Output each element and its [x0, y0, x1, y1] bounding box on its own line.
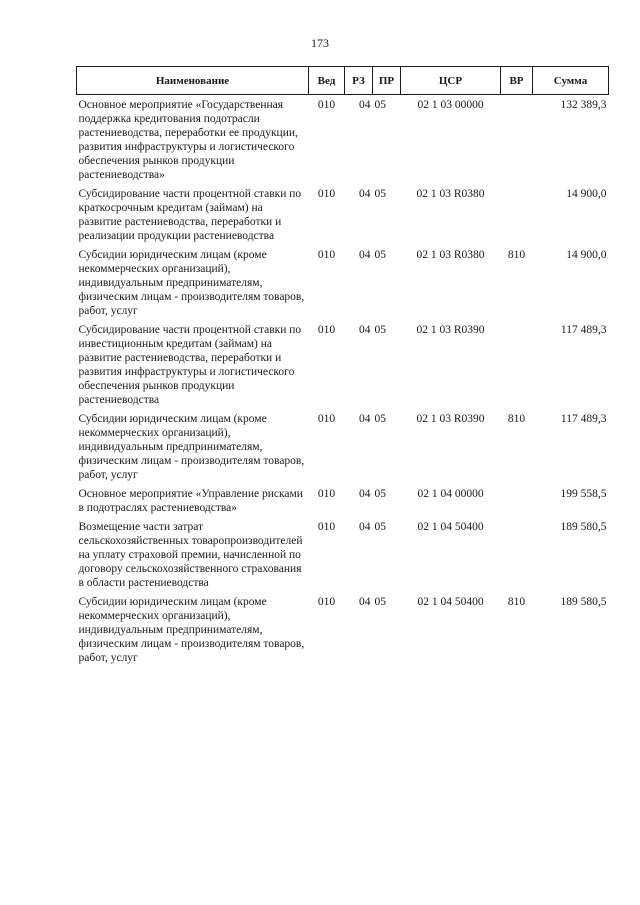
row-ved: 010: [317, 324, 336, 336]
row-rz: 04: [359, 521, 371, 533]
row-sum: 117 489,3: [560, 324, 607, 336]
row-csr: 02 1 03 R0380: [416, 188, 485, 200]
row-sum: 14 900,0: [566, 188, 607, 200]
row-pr: 05: [374, 596, 386, 608]
row-vr: 810: [507, 249, 526, 261]
row-csr: 02 1 03 R0390: [416, 324, 485, 336]
row-sum: 132 389,3: [560, 99, 607, 111]
row-name: Субсидии юридическим лицам (кроме некоммерческих организаций), индивидуальным предпринимателям, физическим лицам - производителям товаров, работ, услуг: [78, 249, 305, 317]
row-vr: 810: [507, 596, 526, 608]
row-ved: 010: [317, 596, 336, 608]
table-row: [77, 245, 609, 320]
table-row: [77, 184, 609, 245]
header-ved: Вед: [309, 67, 345, 95]
row-sum: 189 580,5: [560, 521, 607, 533]
row-vr: [501, 320, 533, 409]
row-name: Основное мероприятие «Государственная поддержка кредитования подотрасли растениеводства, переработки ее продукции, развития инфраструктуры и логистического обеспечения рынков продукции растениеводства»: [78, 99, 298, 181]
row-sum: 14 900,0: [566, 249, 607, 261]
row-csr: 02 1 04 50400: [417, 521, 484, 533]
table-row: [77, 517, 609, 592]
row-name: Основное мероприятие «Управление рисками в подотраслях растениеводства»: [78, 488, 303, 514]
table-row: [77, 409, 609, 484]
row-vr: [501, 484, 533, 517]
row-pr: 05: [374, 324, 386, 336]
row-pr: 05: [374, 488, 386, 500]
table-header: [77, 67, 609, 95]
row-pr: 05: [374, 521, 386, 533]
row-vr: [501, 184, 533, 245]
row-pr: 05: [374, 413, 386, 425]
row-vr: [501, 95, 533, 185]
row-pr: 05: [374, 99, 386, 111]
row-name: Возмещение части затрат сельскохозяйственных товаропроизводителей на уплату страховой премии, начисленной по договору сельскохозяйственного страхования в области растениеводства: [78, 521, 303, 589]
row-rz: 04: [359, 596, 371, 608]
header-rz: РЗ: [345, 67, 373, 95]
page-number: 173: [311, 36, 329, 50]
row-sum: 117 489,3: [560, 413, 607, 425]
row-csr: 02 1 04 00000: [417, 488, 484, 500]
table-row: [77, 320, 609, 409]
row-pr: 05: [374, 188, 386, 200]
header-name: Наименование: [77, 67, 309, 95]
row-csr: 02 1 04 50400: [417, 596, 484, 608]
row-name: Субсидирование части процентной ставки по краткосрочным кредитам (займам) на развитие растениеводства, переработки и реализации продукции растениеводства: [78, 188, 302, 242]
row-csr: 02 1 03 00000: [417, 99, 484, 111]
header-sum: Сумма: [533, 67, 609, 95]
row-vr: [501, 517, 533, 592]
row-rz: 04: [359, 99, 371, 111]
table-row: [77, 592, 609, 667]
header-vr: ВР: [501, 67, 533, 95]
row-ved: 010: [317, 188, 336, 200]
row-ved: 010: [317, 488, 336, 500]
row-sum: 199 558,5: [560, 488, 607, 500]
row-sum: 189 580,5: [560, 596, 607, 608]
row-ved: 010: [317, 413, 336, 425]
row-ved: 010: [317, 99, 336, 111]
row-rz: 04: [359, 413, 371, 425]
row-vr: 810: [507, 413, 526, 425]
row-name: Субсидии юридическим лицам (кроме некоммерческих организаций), индивидуальным предпринимателям, физическим лицам - производителям товаров, работ, услуг: [78, 413, 305, 481]
header-csr: ЦСР: [401, 67, 501, 95]
row-name: Субсидирование части процентной ставки по инвестиционным кредитам (займам) на развитие растениеводства, переработки и развития инфраструктуры и логистического обеспечения рынков продукции растениеводства: [78, 324, 302, 406]
table-row: [77, 484, 609, 517]
row-csr: 02 1 03 R0390: [416, 413, 485, 425]
header-pr: ПР: [373, 67, 401, 95]
row-pr: 05: [374, 249, 386, 261]
row-rz: 04: [359, 249, 371, 261]
row-name: Субсидии юридическим лицам (кроме некоммерческих организаций), индивидуальным предпринимателям, физическим лицам - производителям товаров, работ, услуг: [78, 596, 305, 664]
table-body: [77, 95, 609, 668]
row-rz: 04: [359, 488, 371, 500]
row-rz: 04: [359, 188, 371, 200]
table-row: [77, 95, 609, 185]
row-ved: 010: [317, 249, 336, 261]
row-ved: 010: [317, 521, 336, 533]
budget-table: [76, 66, 609, 667]
row-rz: 04: [359, 324, 371, 336]
row-csr: 02 1 03 R0380: [416, 249, 485, 261]
